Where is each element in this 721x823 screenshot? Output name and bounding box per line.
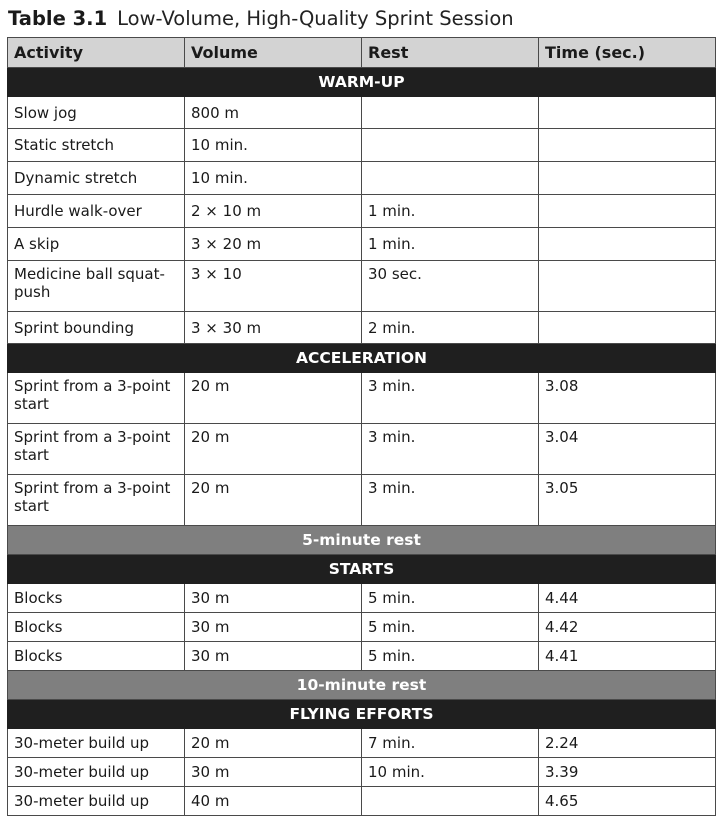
header-row xyxy=(8,38,716,68)
cell-activity: A skip xyxy=(8,228,185,261)
rest-label: 5-minute rest xyxy=(8,526,716,555)
table-row xyxy=(8,787,716,816)
cell-volume: 20 m xyxy=(185,373,362,424)
cell-time: 3.05 xyxy=(539,475,716,526)
cell-rest: 3 min. xyxy=(362,424,539,475)
cell-volume: 2 × 10 m xyxy=(185,195,362,228)
cell-activity: Static stretch xyxy=(8,129,185,162)
rest-divider-10-minute xyxy=(8,671,716,700)
table-row xyxy=(8,312,716,344)
table-row xyxy=(8,261,716,312)
cell-rest: 30 sec. xyxy=(362,261,539,312)
table-row xyxy=(8,475,716,526)
table-title: Low-Volume, High-Quality Sprint Session xyxy=(117,7,514,30)
cell-volume: 20 m xyxy=(185,475,362,526)
table-row xyxy=(8,228,716,261)
cell-time: 3.39 xyxy=(539,758,716,787)
cell-time: 4.41 xyxy=(539,642,716,671)
section-label: STARTS xyxy=(8,555,716,584)
section-label: ACCELERATION xyxy=(8,344,716,373)
sprint-session-table xyxy=(7,37,716,816)
cell-activity: 30-meter build up xyxy=(8,729,185,758)
cell-activity: Medicine ball squat-push xyxy=(8,261,185,312)
cell-time xyxy=(539,228,716,261)
column-header-activity: Activity xyxy=(8,38,185,68)
section-label: WARM-UP xyxy=(8,68,716,97)
cell-volume: 10 min. xyxy=(185,162,362,195)
cell-rest: 3 min. xyxy=(362,475,539,526)
cell-activity: Dynamic stretch xyxy=(8,162,185,195)
table-row xyxy=(8,729,716,758)
table-row xyxy=(8,97,716,129)
cell-activity: Sprint from a 3-point start xyxy=(8,424,185,475)
cell-activity: 30-meter build up xyxy=(8,787,185,816)
cell-volume: 30 m xyxy=(185,613,362,642)
cell-time: 4.65 xyxy=(539,787,716,816)
cell-volume: 30 m xyxy=(185,758,362,787)
column-header-rest: Rest xyxy=(362,38,539,68)
cell-volume: 3 × 20 m xyxy=(185,228,362,261)
cell-rest: 5 min. xyxy=(362,613,539,642)
cell-rest: 2 min. xyxy=(362,312,539,344)
cell-volume: 3 × 10 xyxy=(185,261,362,312)
cell-time: 4.42 xyxy=(539,613,716,642)
cell-rest: 1 min. xyxy=(362,228,539,261)
cell-time xyxy=(539,162,716,195)
cell-rest xyxy=(362,162,539,195)
cell-time xyxy=(539,312,716,344)
cell-time: 3.08 xyxy=(539,373,716,424)
cell-volume: 800 m xyxy=(185,97,362,129)
table-row xyxy=(8,758,716,787)
cell-rest xyxy=(362,97,539,129)
cell-rest: 1 min. xyxy=(362,195,539,228)
column-header-volume: Volume xyxy=(185,38,362,68)
cell-volume: 40 m xyxy=(185,787,362,816)
cell-volume: 20 m xyxy=(185,729,362,758)
cell-rest: 5 min. xyxy=(362,642,539,671)
rest-label: 10-minute rest xyxy=(8,671,716,700)
table-row xyxy=(8,424,716,475)
cell-time: 4.44 xyxy=(539,584,716,613)
section-header-flying-efforts xyxy=(8,700,716,729)
cell-volume: 30 m xyxy=(185,584,362,613)
cell-time xyxy=(539,97,716,129)
cell-activity: Sprint from a 3-point start xyxy=(8,373,185,424)
cell-volume: 3 × 30 m xyxy=(185,312,362,344)
cell-activity: Sprint from a 3-point start xyxy=(8,475,185,526)
cell-activity: Blocks xyxy=(8,613,185,642)
cell-volume: 20 m xyxy=(185,424,362,475)
table-row xyxy=(8,129,716,162)
cell-rest: 5 min. xyxy=(362,584,539,613)
cell-activity: Hurdle walk-over xyxy=(8,195,185,228)
table-row xyxy=(8,584,716,613)
table-row xyxy=(8,642,716,671)
table-caption xyxy=(8,4,514,34)
cell-activity: Blocks xyxy=(8,584,185,613)
table-row xyxy=(8,162,716,195)
table-row xyxy=(8,195,716,228)
rest-divider-5-minute xyxy=(8,526,716,555)
column-header-time: Time (sec.) xyxy=(539,38,716,68)
cell-time xyxy=(539,129,716,162)
cell-activity: Slow jog xyxy=(8,97,185,129)
cell-activity: 30-meter build up xyxy=(8,758,185,787)
table-number: Table 3.1 xyxy=(8,7,108,30)
cell-rest: 10 min. xyxy=(362,758,539,787)
cell-rest xyxy=(362,129,539,162)
section-header-starts xyxy=(8,555,716,584)
cell-rest: 7 min. xyxy=(362,729,539,758)
cell-volume: 30 m xyxy=(185,642,362,671)
cell-volume: 10 min. xyxy=(185,129,362,162)
cell-time: 3.04 xyxy=(539,424,716,475)
table-row xyxy=(8,373,716,424)
section-label: FLYING EFFORTS xyxy=(8,700,716,729)
cell-rest: 3 min. xyxy=(362,373,539,424)
cell-rest xyxy=(362,787,539,816)
cell-time xyxy=(539,261,716,312)
table-row xyxy=(8,613,716,642)
cell-activity: Sprint bounding xyxy=(8,312,185,344)
section-header-acceleration xyxy=(8,344,716,373)
cell-time xyxy=(539,195,716,228)
section-header-warmup xyxy=(8,68,716,97)
cell-time: 2.24 xyxy=(539,729,716,758)
cell-activity: Blocks xyxy=(8,642,185,671)
